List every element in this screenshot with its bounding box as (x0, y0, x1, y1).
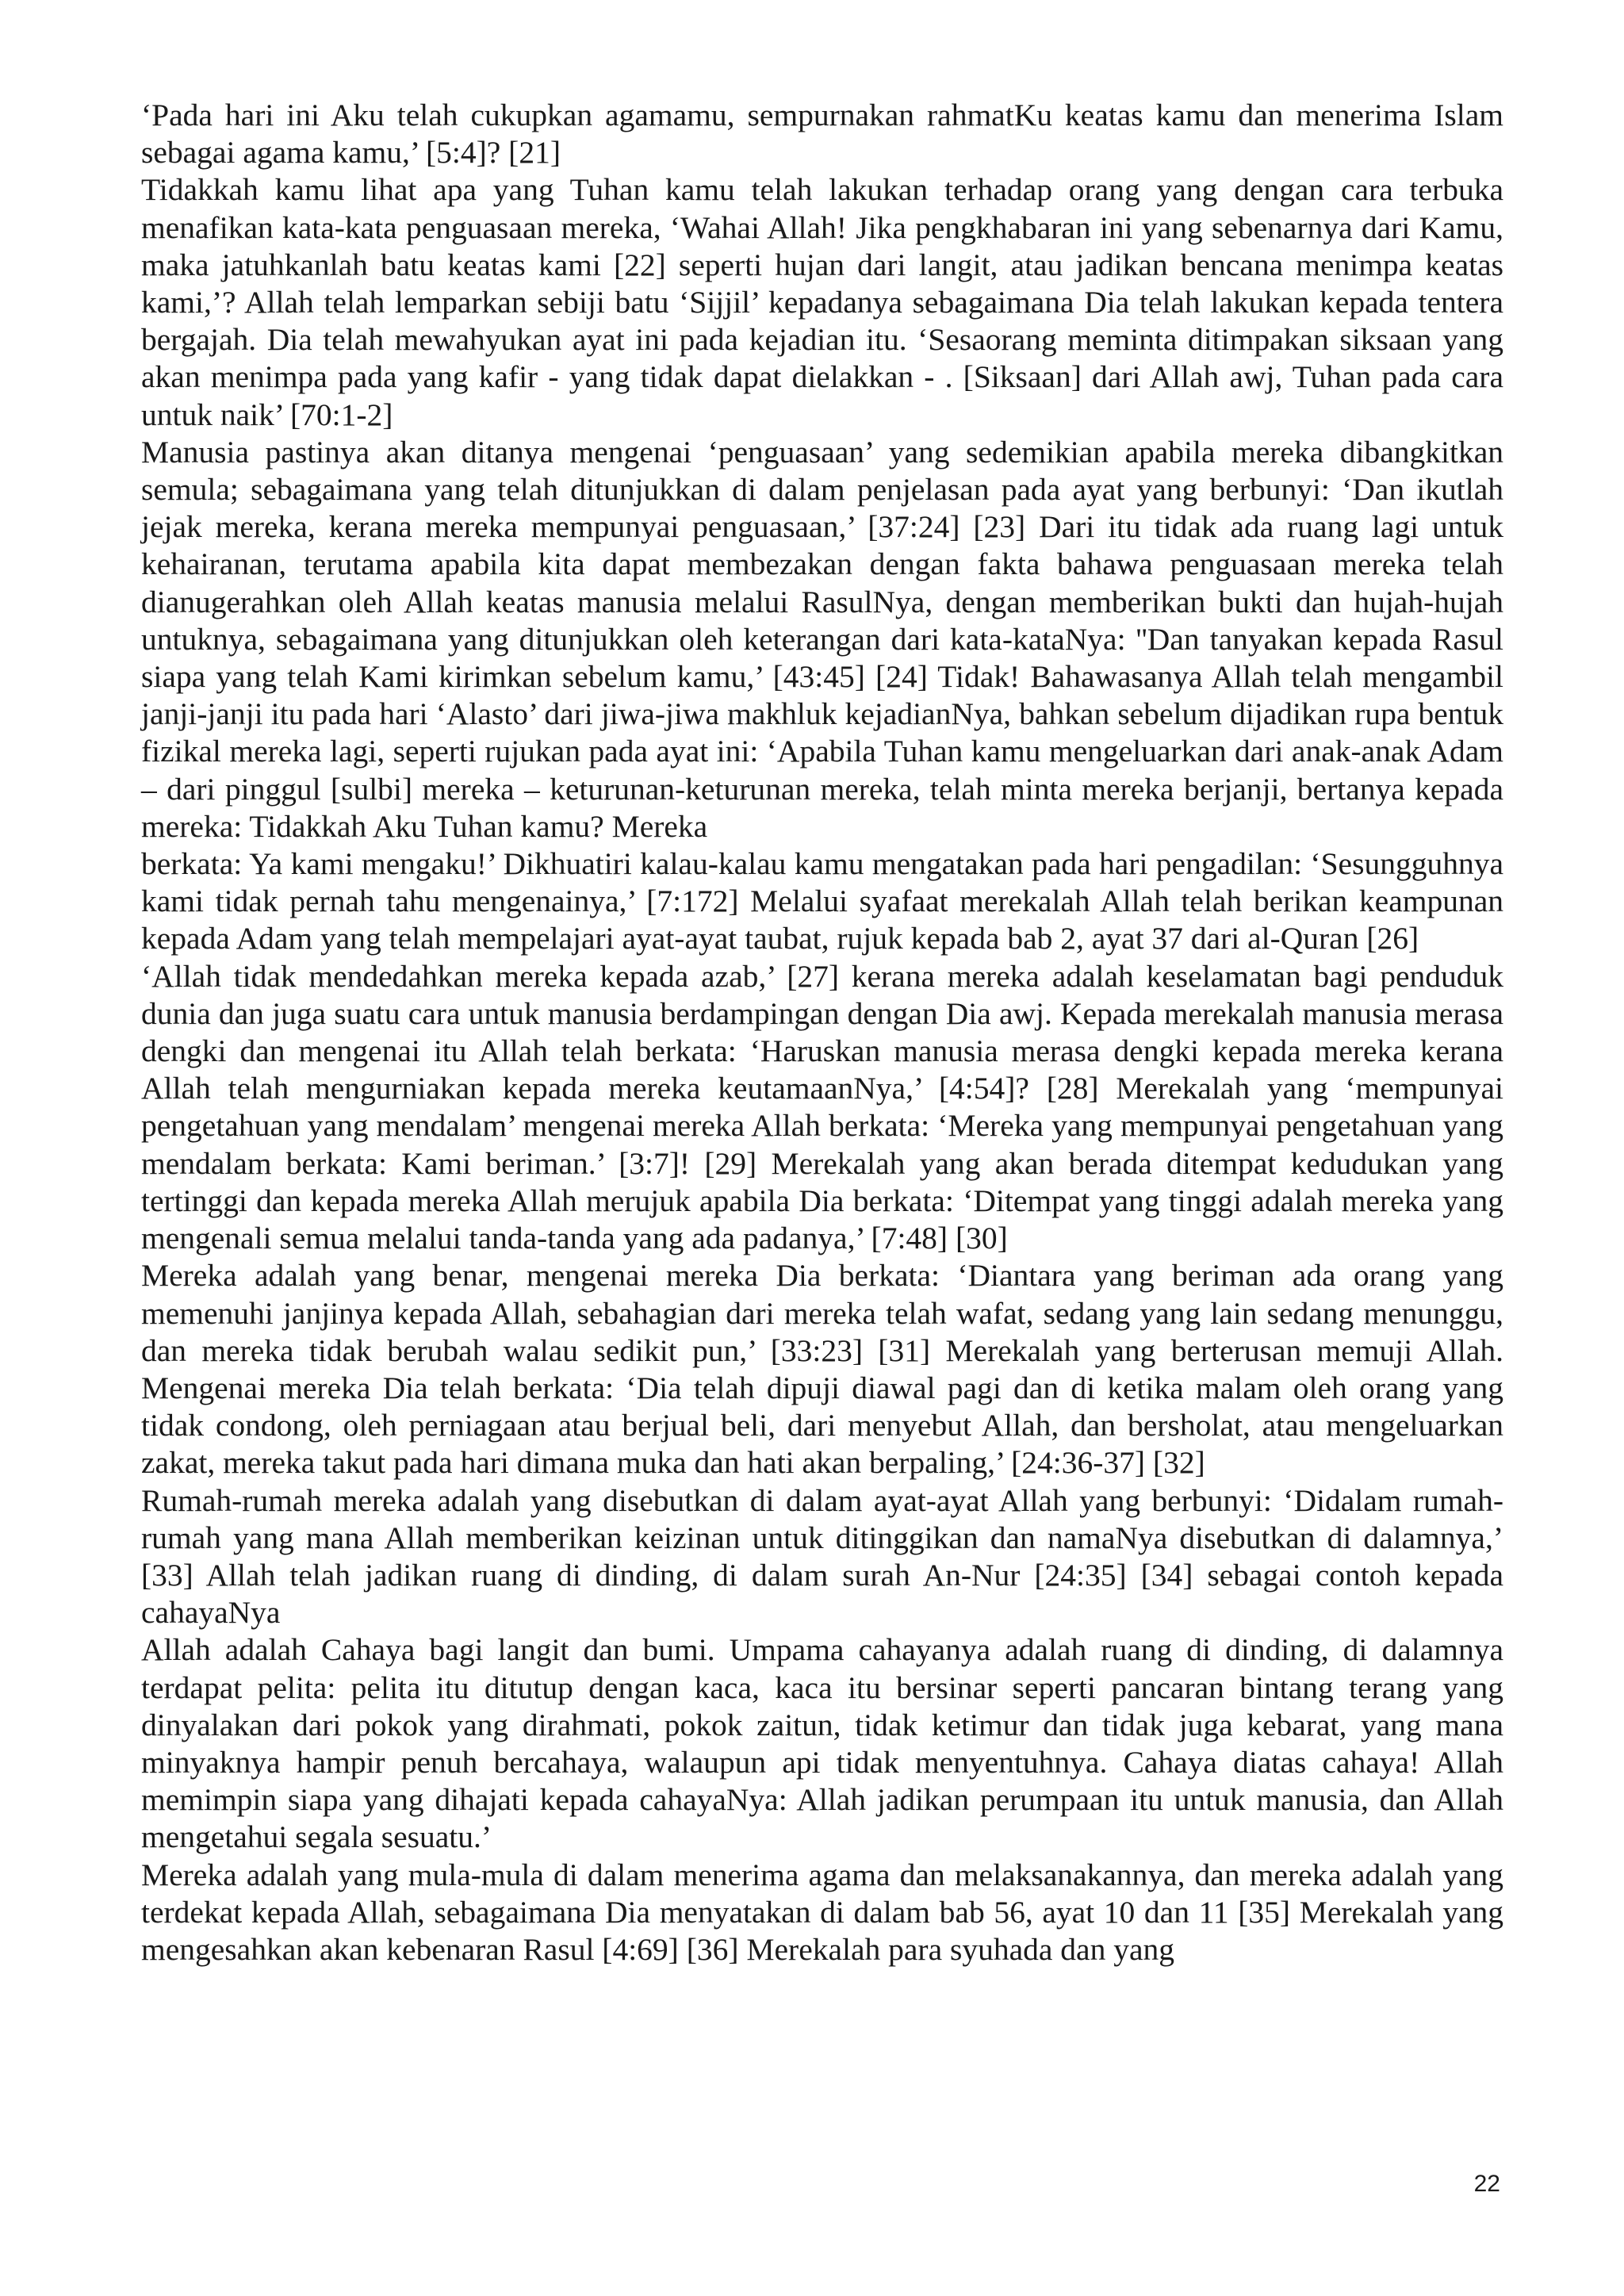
document-body (141, 97, 1503, 1968)
paragraph-2: Tidakkah kamu lihat apa yang Tuhan kamu telah lakukan terhadap orang yang dengan cara terbuka menafikan kata-kata penguasaan mereka, ‘Wahai Allah! Jika pengkhabaran ini yang sebenarnya dari Kamu, maka jatuhkanlah batu keatas kami [22] seperti hujan dari langit, atau jadikan bencana menimpa keatas kami,’? Allah telah lemparkan sebiji batu ‘Sijjil’ kepadanya sebagaimana Dia telah lakukan kepada tentera bergajah. Dia telah mewahyukan ayat ini pada kejadian itu. ‘Sesaorang meminta ditimpakan siksaan yang akan menimpa pada yang kafir - yang tidak dapat dielakkan - . [Siksaan] dari Allah awj, Tuhan pada cara untuk naik’ [70:1-2] (141, 172, 1503, 432)
paragraph-3: Manusia pastinya akan ditanya mengenai ‘penguasaan’ yang sedemikian apabila mereka dibangkitkan semula; sebagaimana yang telah ditunjukkan di dalam penjelasan pada ayat yang berbunyi: ‘Dan ikutlah jejak mereka, kerana mereka mempunyai penguasaan,’ [37:24] [23] Dari itu tidak ada ruang lagi untuk kehairanan, terutama apabila kita dapat membezakan dengan fakta bahawa penguasaan mereka telah dianugerahkan oleh Allah keatas manusia melalui RasulNya, dengan memberikan bukti dan hujah-hujah untuknya, sebagaimana yang ditunjukkan oleh keterangan dari kata-kataNya: ''Dan tanyakan kepada Rasul siapa yang telah Kami kirimkan sebelum kamu,’ [43:45] [24] Tidak! Bahawasanya Allah telah mengambil janji-janji itu pada hari ‘Alasto’ dari jiwa-jiwa makhluk kejadianNya, bahkan sebelum dijadikan rupa bentuk fizikal mereka lagi, seperti rujukan pada ayat ini: ‘Apabila Tuhan kamu mengeluarkan dari anak-anak Adam – dari pinggul [sulbi] mereka – keturunan-keturunan mereka, telah minta mereka berjanji, bertanya kepada mereka: Tidakkah Aku Tuhan kamu? Mereka (141, 434, 1503, 844)
paragraph-1: ‘Pada hari ini Aku telah cukupkan agamamu, sempurnakan rahmatKu keatas kamu dan menerima Islam sebagai agama kamu,’ [5:4]? [21] (141, 98, 1503, 171)
paragraph-7: Rumah-rumah mereka adalah yang disebutkan di dalam ayat-ayat Allah yang berbunyi: ‘Didalam rumah-rumah yang mana Allah memberikan keizinan untuk ditinggikan dan namaNya disebutkan di dalamnya,’ [33] Allah telah jadikan ruang di dinding, di dalam surah An-Nur [24:35] [34] sebagai contoh kepada cahayaNya (141, 1482, 1503, 1631)
paragraph-8: Allah adalah Cahaya bagi langit dan bumi. Umpama cahayanya adalah ruang di dinding, di dalamnya terdapat pelita: pelita itu ditutup dengan kaca, kaca itu bersinar seperti pancaran bintang terang yang dinyalakan dari pokok yang dirahmati, pokok zaitun, tidak ketimur dan tidak juga kebarat, yang mana minyaknya hampir penuh bercahaya, walaupun api tidak menyentuhnya. Cahaya diatas cahaya! Allah memimpin siapa yang dihajati kepada cahayaNya: Allah jadikan perumpaan itu untuk manusia, dan Allah mengetahui segala sesuatu.’ (141, 1632, 1503, 1855)
paragraph-5: ‘Allah tidak mendedahkan mereka kepada azab,’ [27] kerana mereka adalah keselamatan bagi penduduk dunia dan juga suatu cara untuk manusia berdampingan dengan Dia awj. Kepada merekalah manusia merasa dengki dan mengenai itu Allah telah berkata: ‘Haruskan manusia merasa dengki kepada mereka kerana Allah telah mengurniakan kepada mereka keutamaanNya,’ [4:54]? [28] Merekalah yang ‘mempunyai pengetahuan yang mendalam’ mengenai mereka Allah berkata: ‘Mereka yang mempunyai pengetahuan yang mendalam berkata: Kami beriman.’ [3:7]! [29] Merekalah yang akan berada ditempat kedudukan yang tertinggi dan kepada mereka Allah merujuk apabila Dia berkata: ‘Ditempat yang tinggi adalah mereka yang mengenali semua melalui tanda-tanda yang ada padanya,’ [7:48] [30] (141, 958, 1503, 1256)
paragraph-4: berkata: Ya kami mengaku!’ Dikhuatiri kalau-kalau kamu mengatakan pada hari pengadilan: ‘Sesungguhnya kami tidak pernah tahu mengenainya,’ [7:172] Melalui syafaat merekalah Allah telah berikan keampunan kepada Adam yang telah mempelajari ayat-ayat taubat, rujuk kepada bab 2, ayat 37 dari al-Quran [26] (141, 846, 1503, 956)
page-number: 22 (1473, 2171, 1500, 2197)
paragraph-9: Mereka adalah yang mula-mula di dalam menerima agama dan melaksanakannya, dan mereka adalah yang terdekat kepada Allah, sebagaimana Dia menyatakan di dalam bab 56, ayat 10 dan 11 [35] Merekalah yang mengesahkan akan kebenaran Rasul [4:69] [36] Merekalah para syuhada dan yang (141, 1857, 1503, 1967)
paragraph-6: Mereka adalah yang benar, mengenai mereka Dia berkata: ‘Diantara yang beriman ada orang yang memenuhi janjinya kepada Allah, sebahagian dari mereka telah wafat, sedang yang lain sedang menunggu, dan mereka tidak berubah walau sedikit pun,’ [33:23] [31] Merekalah yang berterusan memuji Allah. Mengenai mereka Dia telah berkata: ‘Dia telah dipuji diawal pagi dan di ketika malam oleh orang yang tidak condong, oleh perniagaan atau berjual beli, dari menyebut Allah, dan bersholat, atau mengeluarkan zakat, mereka takut pada hari dimana muka dan hati akan berpaling,’ [24:36-37] [32] (141, 1258, 1503, 1481)
